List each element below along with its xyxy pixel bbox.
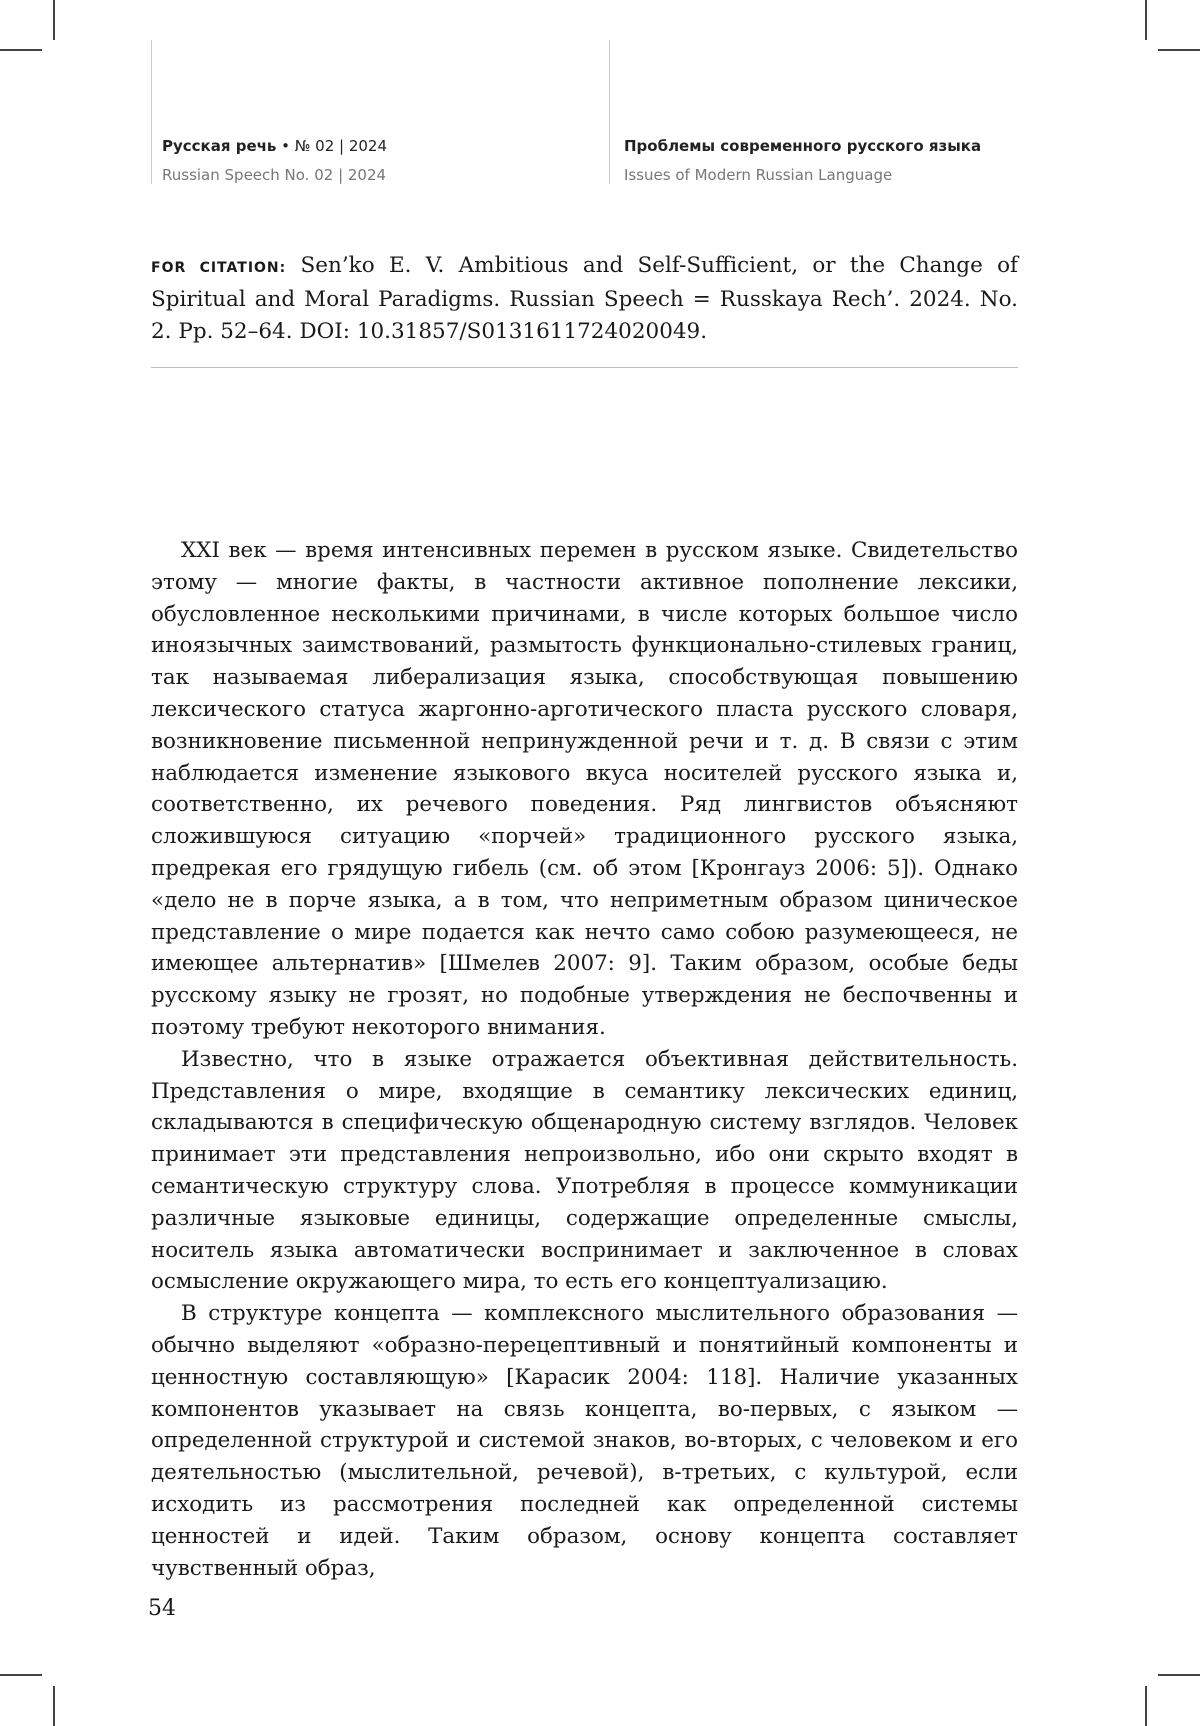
article-body	[151, 535, 1018, 1584]
section-title-en: Issues of Modern Russian Language	[624, 166, 893, 184]
crop-mark-top-left-v	[53, 0, 55, 40]
crop-mark-top-left-h	[0, 49, 42, 51]
crop-mark-bottom-left-v	[53, 1686, 55, 1726]
crop-mark-bottom-left-h	[0, 1674, 42, 1676]
body-paragraph: Известно, что в языке отражается объективная действительность. Представления о мире, входящие в семантику лексических единиц, складываются в специфическую общенародную систему взглядов. Человек принимает эти представления непроизвольно, ибо они скрыто входят в семантическую структуру слова. Употребляя в процессе коммуникации различные языковые единицы, содержащие определенные смыслы, носитель языка автоматически воспринимает и заключенное в словах осмысление окружающего мира, то есть его концептуализацию.	[151, 1046, 1018, 1295]
page-number: 54	[148, 1596, 176, 1621]
journal-title-en: Russian Speech No. 02 | 2024	[162, 166, 387, 184]
crop-mark-bottom-right-h	[1158, 1674, 1200, 1676]
body-paragraph: В структуре концепта — комплексного мыслительного образования — обычно выделяют «образно-перецептивный и понятийный компоненты и ценностную составляющую» [Карасик 2004: 118]. Наличие указанных компонентов указывает на связь концепта, во-первых, с языком — определенной структурой и системой знаков, во-вторых, с человеком и его деятельностью (мыслительной, речевой), в-третьих, с культурой, если исходить из рассмотрения последней как определенной системы ценностей и идей. Таким образом, основу концепта составляет чувственный образ,	[151, 1301, 1018, 1581]
crop-mark-bottom-right-v	[1145, 1686, 1147, 1726]
crop-mark-top-right-v	[1145, 0, 1147, 40]
header-divider-right	[609, 40, 610, 184]
citation-block	[151, 250, 1018, 348]
crop-mark-top-right-h	[1158, 49, 1200, 51]
section-title-ru: Проблемы современного русского языка	[624, 137, 982, 155]
journal-title-ru	[162, 137, 387, 155]
header-divider-left	[151, 40, 152, 184]
journal-name-ru: Русская речь	[162, 137, 277, 155]
citation-label: FOR CITATION:	[151, 260, 287, 276]
citation-divider	[151, 367, 1018, 368]
body-paragraph: XXI век — время интенсивных перемен в русском языке. Свидетельство этому — многие факты, в частности активное пополнение лексики, обусловленное несколькими причинами, в числе которых большое число иноязычных заимствований, размытость функционально-стилевых границ, так называемая либерализация языка, способствующая повышению лексического статуса жаргонно-арготического пласта русского словаря, возникновение письменной непринужденной речи и т. д. В связи с этим наблюдается изменение языкового вкуса носителей русского языка и, соответственно, их речевого поведения. Ряд лингвистов объясняют сложившуюся ситуацию «порчей» традиционного русского языка, предрекая его грядущую гибель (см. об этом [Кронгауз 2006: 5]). Однако «дело не в порче языка, а в том, что неприметным образом циническое представление о мире подается как нечто само собою разумеющееся, не имеющее альтернатив» [Шмелев 2007: 9]. Таким образом, особые беды русскому языку не грозят, но подобные утверждения не беспочвенны и поэтому требуют некоторого внимания.	[151, 538, 1018, 1040]
citation-text: Sen’ko E. V. Ambitious and Self-Sufficient, or the Change of Spiritual and Moral Paradigms. Russian Speech = Russkaya Rech’. 2024. No. 2. Pp. 52–64. DOI: 10.31857/S0131611724020049.	[151, 253, 1018, 344]
journal-issue-ru: • № 02 | 2024	[276, 137, 388, 155]
